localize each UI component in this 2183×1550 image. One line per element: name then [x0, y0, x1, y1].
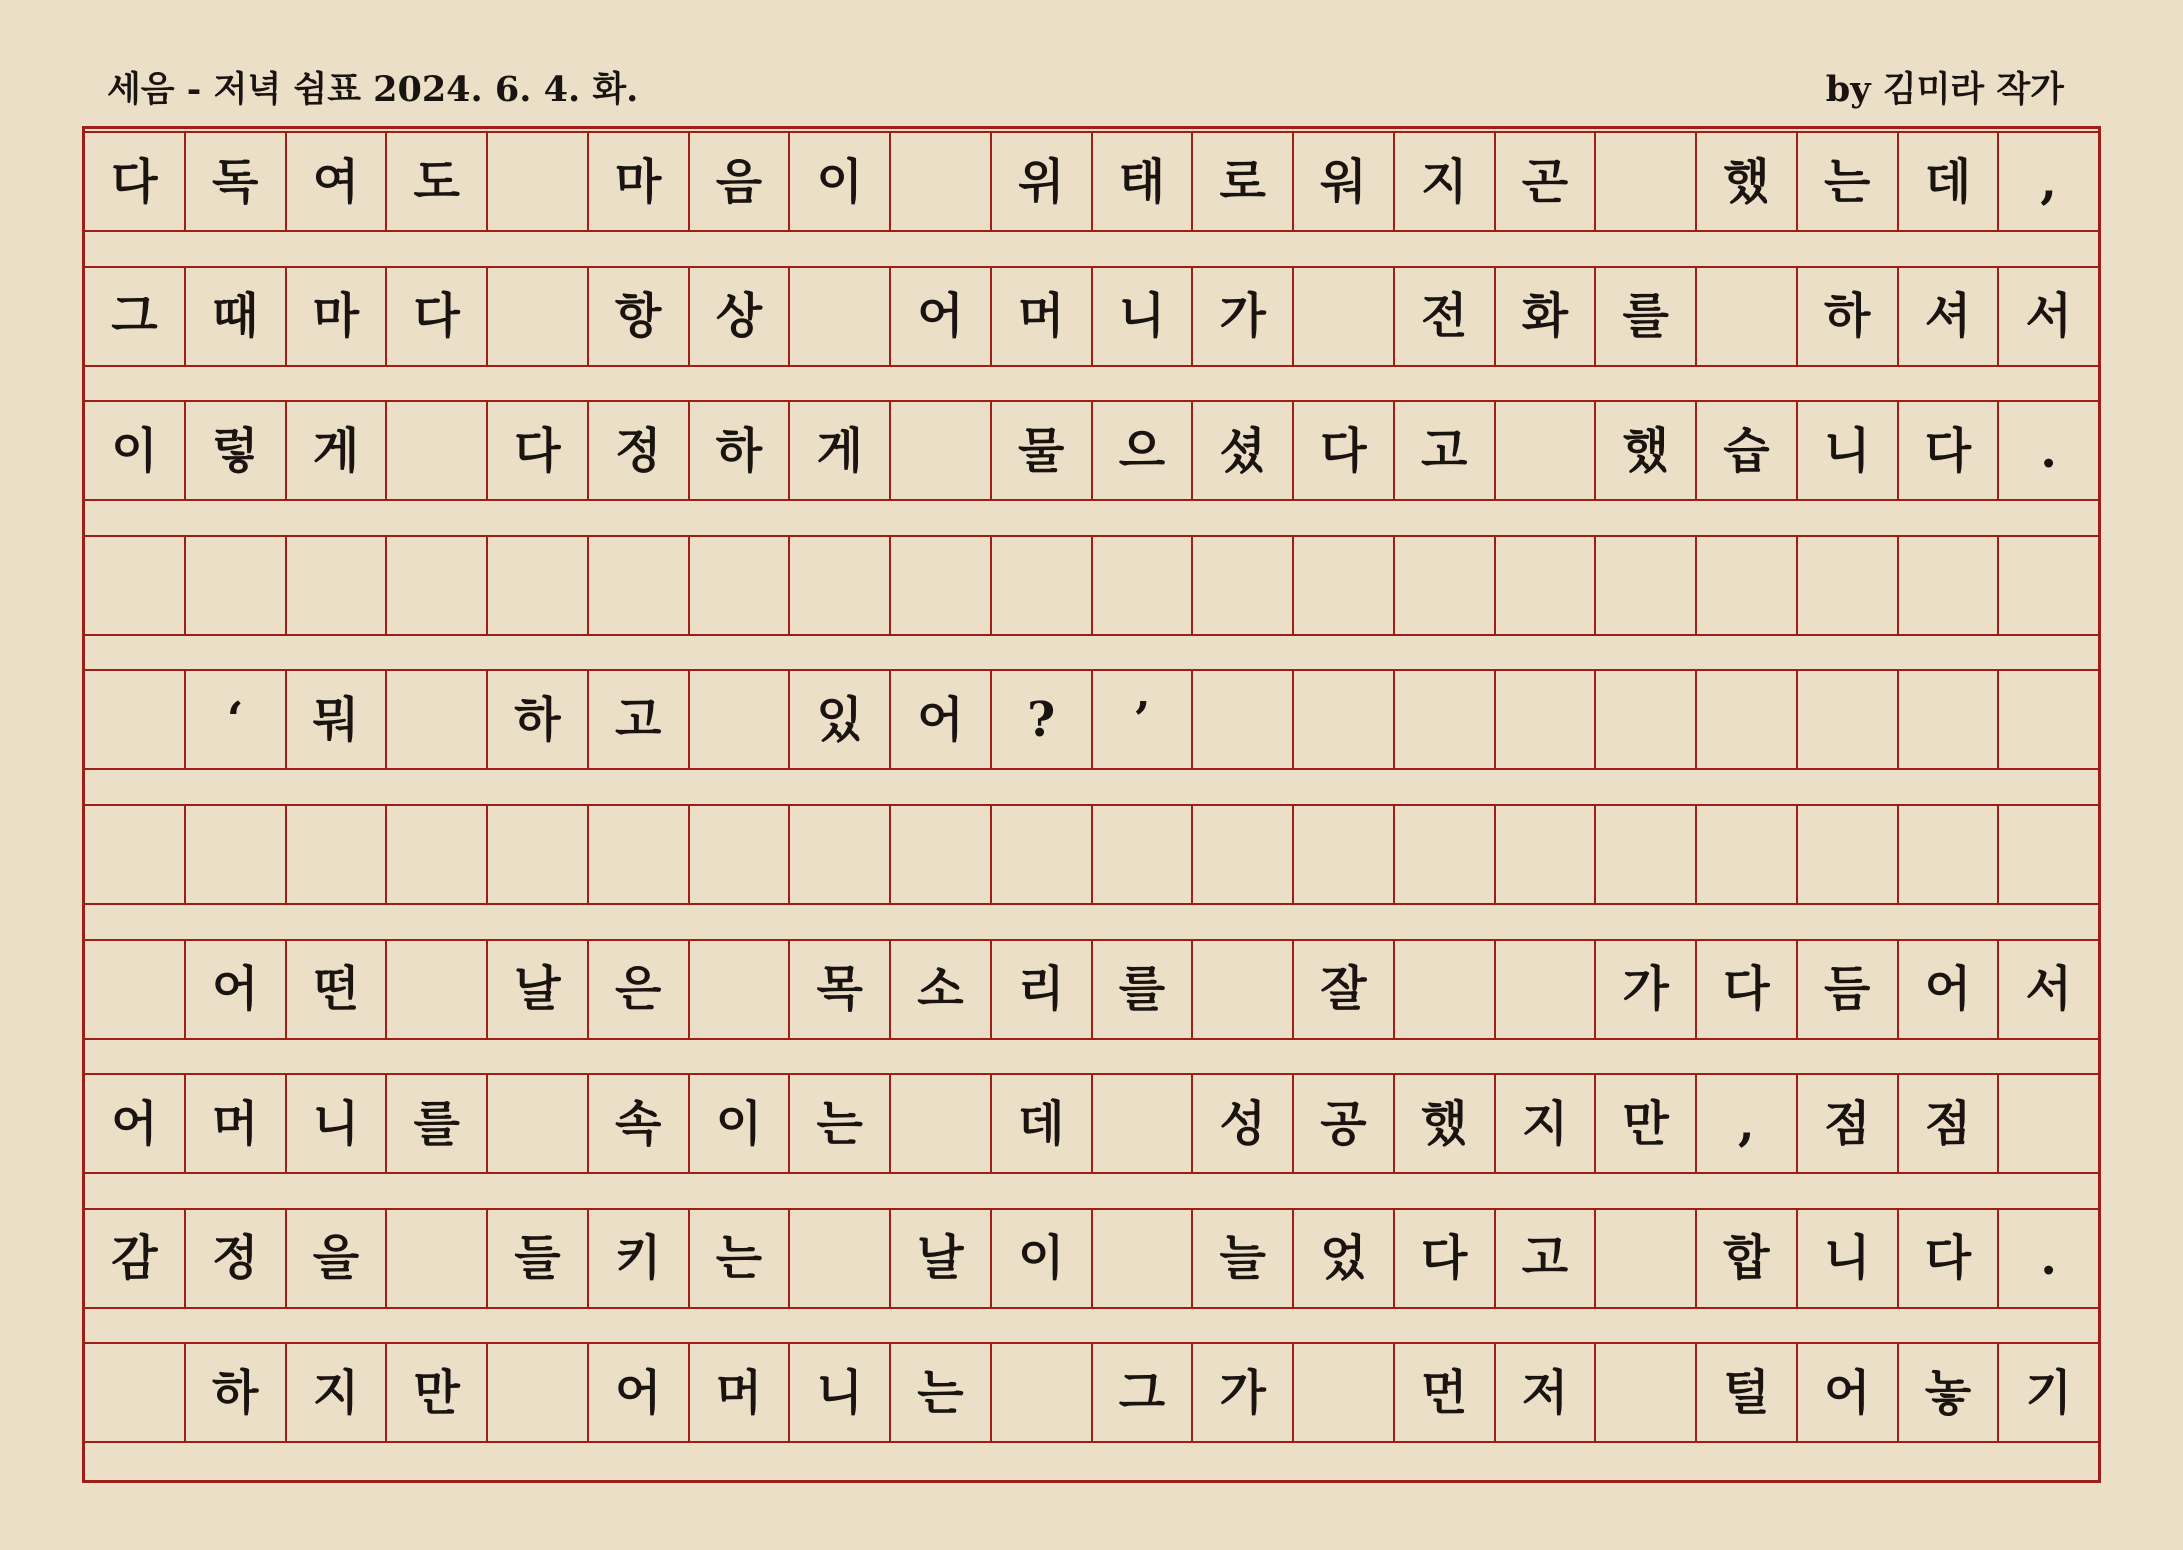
manuscript-cell: 게: [790, 402, 891, 499]
manuscript-cell: 머: [186, 1075, 287, 1172]
manuscript-cell: 으: [1093, 402, 1194, 499]
manuscript-cell: [387, 671, 488, 768]
manuscript-cell: [1596, 1344, 1697, 1441]
manuscript-cell: [1999, 1075, 2098, 1172]
manuscript-cell: [1294, 537, 1395, 634]
manuscript-cell: 잘: [1294, 941, 1395, 1038]
manuscript-cell: [790, 537, 891, 634]
manuscript-cell: ?: [992, 671, 1093, 768]
manuscript-cell: [1596, 133, 1697, 230]
manuscript-cell: 정: [589, 402, 690, 499]
manuscript-cell: 다: [1395, 1210, 1496, 1307]
manuscript-cell: 성: [1193, 1075, 1294, 1172]
manuscript-cell: [186, 806, 287, 903]
manuscript-cell: 니: [790, 1344, 891, 1441]
manuscript-cell: 었: [1294, 1210, 1395, 1307]
manuscript-cell: [690, 941, 791, 1038]
manuscript-cell: [1496, 537, 1597, 634]
manuscript-cell: [85, 806, 186, 903]
manuscript-cell: 공: [1294, 1075, 1395, 1172]
manuscript-cell: 니: [1798, 1210, 1899, 1307]
manuscript-cell: [589, 806, 690, 903]
manuscript-cell: [488, 133, 589, 230]
manuscript-cell: ,: [1697, 1075, 1798, 1172]
manuscript-cell: 늘: [1193, 1210, 1294, 1307]
manuscript-cell: 만: [387, 1344, 488, 1441]
manuscript-cell: [1596, 671, 1697, 768]
manuscript-cell: [1596, 537, 1697, 634]
manuscript-cell: 상: [690, 268, 791, 365]
header-title-date: 세음 - 저녁 쉼표 2024. 6. 4. 화.: [107, 69, 639, 110]
manuscript-cell: 키: [589, 1210, 690, 1307]
manuscript-cell: 이: [690, 1075, 791, 1172]
manuscript-cell: [1999, 537, 2098, 634]
manuscript-cell: 은: [589, 941, 690, 1038]
manuscript-cell: [287, 806, 388, 903]
manuscript-cell: [488, 1075, 589, 1172]
manuscript-cell: 어: [589, 1344, 690, 1441]
manuscript-cell: [992, 1344, 1093, 1441]
manuscript-cell: 점: [1798, 1075, 1899, 1172]
manuscript-cell: 뭐: [287, 671, 388, 768]
manuscript-cell: 먼: [1395, 1344, 1496, 1441]
manuscript-cell: [1697, 806, 1798, 903]
manuscript-row: [85, 1208, 2098, 1309]
manuscript-cell: 리: [992, 941, 1093, 1038]
manuscript-cell: 서: [2025, 288, 2072, 345]
manuscript-cell: [690, 537, 791, 634]
manuscript-cell: 이: [790, 133, 891, 230]
manuscript-cell: [1697, 671, 1798, 768]
manuscript-cell: 지: [1395, 133, 1496, 230]
manuscript-cell: 다: [488, 402, 589, 499]
header-author: by 김미라 작가: [1825, 69, 2064, 110]
manuscript-cell: 셔: [1899, 268, 2000, 365]
manuscript-cell: 데: [1899, 133, 2000, 230]
manuscript-cell: [1596, 1210, 1697, 1307]
manuscript-cell: 곤: [1496, 133, 1597, 230]
manuscript-cell: 지: [287, 1344, 388, 1441]
manuscript-cell: 다: [1697, 941, 1798, 1038]
manuscript-cell: [387, 941, 488, 1038]
manuscript-cell: [387, 806, 488, 903]
manuscript-cell: .: [2040, 1230, 2057, 1287]
manuscript-cell: 다: [85, 133, 186, 230]
manuscript-cell: [488, 537, 589, 634]
manuscript-cell: 고: [589, 671, 690, 768]
manuscript-cell: [891, 402, 992, 499]
manuscript-cell: [1999, 806, 2098, 903]
manuscript-cell: [85, 1344, 186, 1441]
manuscript-cell: [488, 806, 589, 903]
manuscript-cell: 고: [1395, 402, 1496, 499]
manuscript-cell: 가: [1193, 1344, 1294, 1441]
manuscript-cell: 데: [992, 1075, 1093, 1172]
manuscript-cell: 을: [287, 1210, 388, 1307]
manuscript-cell: [387, 1210, 488, 1307]
manuscript-cell: 속: [589, 1075, 690, 1172]
manuscript-cell: 날: [488, 941, 589, 1038]
manuscript-cell: ,: [2040, 153, 2057, 210]
manuscript-cell: 마: [589, 133, 690, 230]
manuscript-row: [85, 266, 2098, 367]
manuscript-cell: 하: [186, 1344, 287, 1441]
manuscript-cell: 기: [2025, 1364, 2072, 1421]
manuscript-cell: [85, 671, 186, 768]
manuscript-row: [85, 1342, 2098, 1443]
manuscript-cell: 다: [387, 268, 488, 365]
manuscript-cell: [1193, 671, 1294, 768]
manuscript-cell: 전: [1395, 268, 1496, 365]
manuscript-cell: [1697, 268, 1798, 365]
manuscript-cell: 도: [387, 133, 488, 230]
manuscript-cell: 다: [1294, 402, 1395, 499]
manuscript-cell: 를: [1093, 941, 1194, 1038]
manuscript-cell: [690, 806, 791, 903]
manuscript-cell: 이: [85, 402, 186, 499]
manuscript-row: [85, 535, 2098, 636]
manuscript-cell: [1496, 941, 1597, 1038]
manuscript-cell: 워: [1294, 133, 1395, 230]
manuscript-cell: [891, 1075, 992, 1172]
manuscript-cell: 는: [790, 1075, 891, 1172]
manuscript-cell: [1395, 537, 1496, 634]
manuscript-cell: [1798, 671, 1899, 768]
manuscript-cell: .: [2040, 422, 2057, 479]
manuscript-cell: [1999, 671, 2098, 768]
manuscript-row: [85, 1073, 2098, 1174]
manuscript-cell: [387, 402, 488, 499]
manuscript-cell: 그: [85, 268, 186, 365]
manuscript-cell: 저: [1496, 1344, 1597, 1441]
manuscript-cell: 하: [690, 402, 791, 499]
manuscript-cell: [387, 537, 488, 634]
manuscript-cell: [790, 1210, 891, 1307]
manuscript-cell: [1697, 537, 1798, 634]
manuscript-cell: 태: [1093, 133, 1194, 230]
manuscript-cell: 놓: [1899, 1344, 2000, 1441]
manuscript-cell: 습: [1697, 402, 1798, 499]
manuscript-cell: [1496, 671, 1597, 768]
manuscript-cell: ‘: [186, 671, 287, 768]
manuscript-cell: 들: [488, 1210, 589, 1307]
manuscript-cell: 다: [1899, 402, 2000, 499]
manuscript-cell: [1093, 1210, 1194, 1307]
manuscript-cell: [1395, 806, 1496, 903]
manuscript-cell: [690, 671, 791, 768]
manuscript-cell: 서: [2025, 961, 2072, 1018]
manuscript-cell: [1093, 1075, 1194, 1172]
manuscript-cell: 위: [992, 133, 1093, 230]
manuscript-cell: [1093, 537, 1194, 634]
manuscript-cell: 감: [85, 1210, 186, 1307]
manuscript-cell: [488, 268, 589, 365]
manuscript-cell: 어: [85, 1075, 186, 1172]
manuscript-cell: 하: [488, 671, 589, 768]
manuscript-cell: 음: [690, 133, 791, 230]
manuscript-cell: [1093, 806, 1194, 903]
manuscript-cell: [790, 268, 891, 365]
manuscript-cell: [85, 941, 186, 1038]
manuscript-cell: 독: [186, 133, 287, 230]
manuscript-cell: [1798, 537, 1899, 634]
manuscript-cell: 고: [1496, 1210, 1597, 1307]
manuscript-cell: ’: [1093, 671, 1194, 768]
manuscript-cell: 니: [287, 1075, 388, 1172]
manuscript-cell: 하: [1798, 268, 1899, 365]
manuscript-cell: 셨: [1193, 402, 1294, 499]
manuscript-cell: 점: [1899, 1075, 2000, 1172]
manuscript-cell: 어: [186, 941, 287, 1038]
manuscript-cell: 니: [1093, 268, 1194, 365]
manuscript-cell: 때: [186, 268, 287, 365]
manuscript-row: [85, 131, 2098, 232]
manuscript-cell: 머: [690, 1344, 791, 1441]
manuscript-cell: 지: [1496, 1075, 1597, 1172]
manuscript-cell: [1798, 806, 1899, 903]
manuscript-cell: [186, 537, 287, 634]
manuscript-row: [85, 804, 2098, 905]
manuscript-cell: [891, 537, 992, 634]
manuscript-row: [85, 939, 2098, 1040]
manuscript-cell: [992, 806, 1093, 903]
manuscript-cell: 했: [1395, 1075, 1496, 1172]
manuscript-cell: 마: [287, 268, 388, 365]
manuscript-cell: 합: [1697, 1210, 1798, 1307]
manuscript-cell: 게: [287, 402, 388, 499]
manuscript-cell: 니: [1798, 402, 1899, 499]
manuscript-cell: 를: [387, 1075, 488, 1172]
manuscript-row: [85, 400, 2098, 501]
manuscript-cell: [1193, 806, 1294, 903]
manuscript-cell: [589, 537, 690, 634]
manuscript-cell: [1899, 537, 2000, 634]
manuscript-cell: [1596, 806, 1697, 903]
manuscript-cell: 했: [1697, 133, 1798, 230]
manuscript-cell: [488, 1344, 589, 1441]
manuscript-cell: 날: [891, 1210, 992, 1307]
manuscript-cell: 목: [790, 941, 891, 1038]
manuscript-cell: [1294, 268, 1395, 365]
manuscript-cell: [790, 806, 891, 903]
manuscript-cell: 머: [992, 268, 1093, 365]
manuscript-cell: 는: [690, 1210, 791, 1307]
manuscript-row: [85, 669, 2098, 770]
manuscript-cell: [1193, 941, 1294, 1038]
manuscript-cell: 어: [1899, 941, 2000, 1038]
manuscript-cell: [1899, 671, 2000, 768]
manuscript-cell: [1496, 806, 1597, 903]
manuscript-cell: 는: [1798, 133, 1899, 230]
manuscript-cell: [1294, 1344, 1395, 1441]
manuscript-cell: 그: [1093, 1344, 1194, 1441]
manuscript-cell: 로: [1193, 133, 1294, 230]
manuscript-cell: [1294, 806, 1395, 903]
manuscript-cell: 만: [1596, 1075, 1697, 1172]
manuscript-cell: [992, 537, 1093, 634]
manuscript-cell: 소: [891, 941, 992, 1038]
manuscript-cell: 듬: [1798, 941, 1899, 1038]
manuscript-cell: 여: [287, 133, 388, 230]
manuscript-cell: [287, 537, 388, 634]
manuscript-cell: 를: [1596, 268, 1697, 365]
manuscript-cell: 렇: [186, 402, 287, 499]
manuscript-cell: 물: [992, 402, 1093, 499]
manuscript-cell: 이: [992, 1210, 1093, 1307]
manuscript-cell: [1395, 671, 1496, 768]
manuscript-cell: [891, 806, 992, 903]
manuscript-cell: [1496, 402, 1597, 499]
manuscript-cell: 어: [1798, 1344, 1899, 1441]
manuscript-cell: 했: [1596, 402, 1697, 499]
manuscript-cell: [1395, 941, 1496, 1038]
manuscript-cell: 가: [1596, 941, 1697, 1038]
manuscript-cell: 가: [1193, 268, 1294, 365]
manuscript-cell: 다: [1899, 1210, 2000, 1307]
manuscript-cell: 어: [891, 671, 992, 768]
manuscript-cell: 털: [1697, 1344, 1798, 1441]
manuscript-cell: 는: [891, 1344, 992, 1441]
manuscript-cell: 화: [1496, 268, 1597, 365]
manuscript-cell: 있: [790, 671, 891, 768]
manuscript-sheet: [82, 126, 2101, 1483]
manuscript-cell: 항: [589, 268, 690, 365]
manuscript-cell: [85, 537, 186, 634]
manuscript-cell: 정: [186, 1210, 287, 1307]
manuscript-cell: [1899, 806, 2000, 903]
manuscript-cell: 떤: [287, 941, 388, 1038]
manuscript-cell: 어: [891, 268, 992, 365]
manuscript-cell: [891, 133, 992, 230]
manuscript-cell: [1193, 537, 1294, 634]
manuscript-cell: [1294, 671, 1395, 768]
